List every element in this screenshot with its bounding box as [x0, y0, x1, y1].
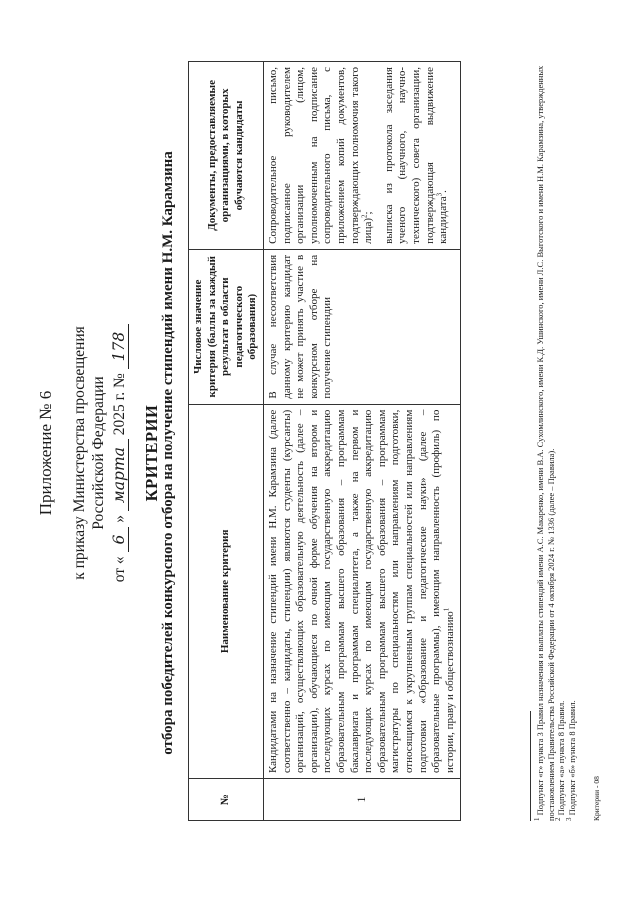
table-row — [263, 61, 460, 820]
footnote-1 — [535, 61, 556, 821]
order-reference — [70, 13, 108, 893]
footnote-3-text: Подпункт «б» пункта 8 Правил. — [566, 699, 577, 815]
footnotes — [535, 61, 577, 821]
rotated-document-page — [30, 13, 610, 893]
footnote-ref-2: 2 — [360, 214, 369, 218]
footnote-3-mark: 3 — [564, 817, 573, 821]
header-documents: Документы, предоставляемые организациями, в которых обучаются кандидаты — [189, 61, 264, 249]
criterion-value-cell: В случае несоответствия данному критерию кандидат не может принять участие в конкурсном отборе на получение стипендии — [263, 249, 460, 404]
footnote-1-mark: 1 — [533, 817, 542, 821]
footnote-2-mark: 2 — [554, 817, 563, 821]
appendix-label: Приложение № 6 — [36, 390, 55, 515]
row-number: 1 — [263, 778, 460, 820]
footnote-2 — [556, 61, 567, 821]
page-footer-code: Критерии - 08 — [592, 775, 601, 821]
order-line-1: к приказу Министерства просвещения — [71, 325, 88, 580]
header-criterion-value: Числовое значение критерия (баллы за каждый результат в области педагогического образования) — [189, 249, 264, 404]
documents-item-b-text: выписка из протокола заседания ученого (научного, научно-технического) совета организации, подтверждающая выдвижение кандидата — [382, 66, 450, 244]
documents-item-b: выписка из протокола заседания ученого (научного, научно-технического) совета организации, подтверждающая выдвижение кандидата$^3$. — [382, 66, 450, 244]
footnote-3 — [564, 61, 578, 821]
document-title: КРИТЕРИИ — [142, 404, 161, 501]
date-prefix: от « — [111, 555, 128, 582]
date-month: марта — [110, 439, 129, 511]
criterion-name-cell — [263, 404, 460, 778]
document-subtitle: отбора победителей конкурсного отбора на получение стипендий имени Н.М. Карамзина — [160, 150, 176, 755]
order-number: 178 — [110, 323, 129, 369]
documents-item-a-text: Сопроводительное письмо, подписанное руководителем организации (лицом, уполномоченным на подписание сопроводительного письма, с приложением копий документов, подтверждающих полномочия такого лица) — [266, 66, 375, 244]
order-date — [110, 13, 129, 893]
order-line-2: Российской Федерации — [90, 375, 107, 530]
header-criterion-name: Наименование критерия — [189, 404, 264, 778]
date-mid: » — [111, 514, 128, 523]
documents-cell — [263, 61, 460, 249]
documents-item-a: Сопроводительное письмо, подписанное руководителем организации (лицом, уполномоченным на подписание сопроводительного письма, с приложением копий документов, подтверждающих полномочия такого лица)$^2$; — [266, 66, 375, 244]
footnote-ref-1: 1 — [442, 607, 451, 611]
footnote-ref-3: 3 — [435, 192, 444, 196]
footnote-2-text: Подпункт «а» пункта 8 Правил. — [556, 700, 566, 815]
date-year: 2025 г. № — [111, 372, 128, 435]
date-day: 6 — [110, 526, 129, 552]
footnote-separator — [530, 711, 531, 821]
header-number: № — [189, 778, 264, 820]
criterion-name-text: Кандидатами на назначение стипендий имени Н.М. Карамзина (далее соответственно – кандидаты, стипендии) являются студенты (курсанты) организаций, осуществляющих образовательную деятельность (далее – организации), обучающиеся по очной форме обучения на втором и последующих курсах по имеющим государственную аккредитацию образовательным программам высшего образования – программам бакалавриата и программам специалитета, а также на первом и последующих курсах по имеющим государственную аккредитацию образовательным программам высшего образования – программам магистратуры по специальностям или направлениям подготовки, относящимся к укрупненным группам специальностей или направлениям подготовки «Образование и педагогические науки» (далее – образовательные программы), имеющим направленность (профиль) по истории, праву и обществознанию — [266, 409, 456, 773]
table-header-row — [189, 61, 264, 820]
criteria-table — [188, 61, 461, 821]
footnote-1-text: Подпункт «г» пункта 3 Правил назначения и выплаты стипендий имени А.С. Макаренко, имени В.А. Сухомлинского, имени К.Д. Ушинского, имени Л.С. Выготского и имени Н.М. Карамзина, утвержденных постановлением Правительства Российской Федерации от 4 октября 2024 г. № 1336 (далее – Правила). — [535, 65, 556, 821]
